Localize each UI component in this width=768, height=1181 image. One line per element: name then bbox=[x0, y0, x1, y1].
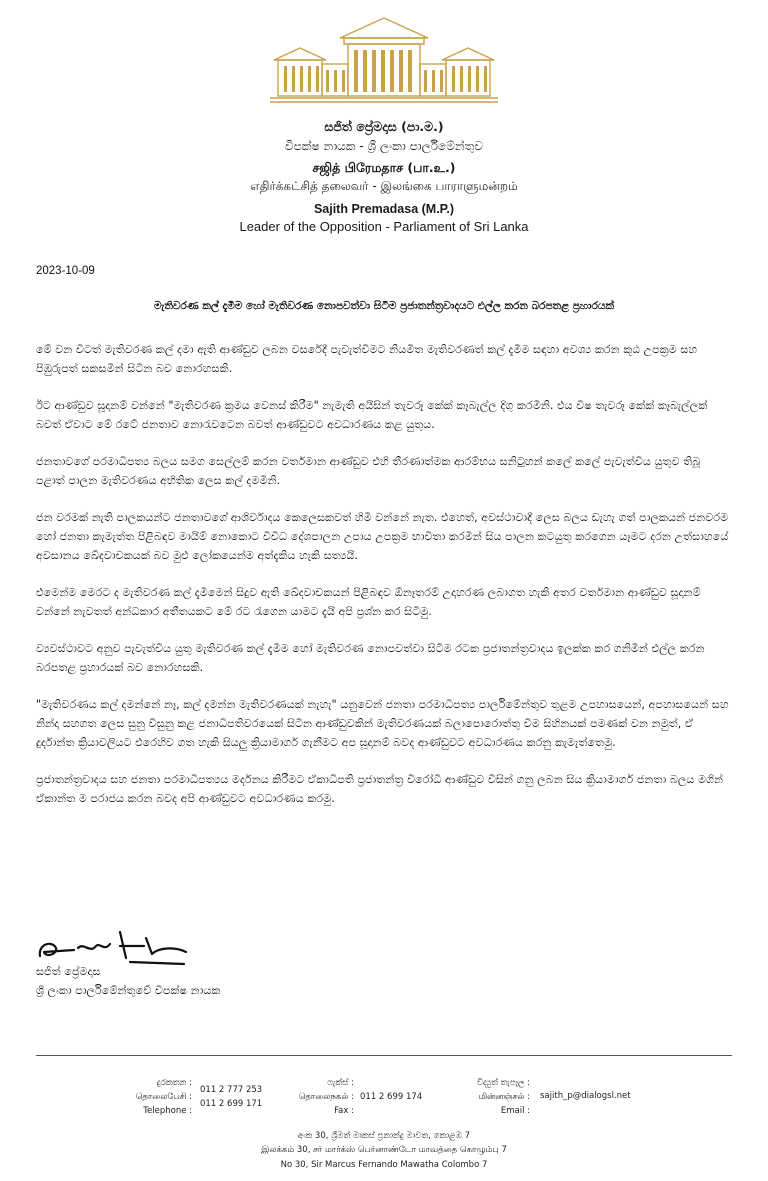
body-paragraph: ප්‍රජාතන්ත්‍රවාදය සහ ජනතා පරමාධිපත්‍යය මර්දනය කිරීමට ඒකාධිපති ප්‍රජාතන්ත්‍ර විරෝධී ආණ්ඩුව විසින් ගනු ලබන සිය ක්‍රියාමාර්ග ජනතා බලය මගින් ඒකාන්ත ම පරාජය කරන බවද අපි ආණ්ඩුවට අවධාරණය කරමු. bbox=[36, 773, 724, 805]
header-sinhala-name: සජිත් ප්‍රේමදාස (පා.ම.) bbox=[324, 119, 444, 134]
signatory-title: ශ්‍රී ලංකා පාර්ලිමේන්තුවේ විපක්ෂ නායක bbox=[36, 984, 221, 997]
parliament-building-icon bbox=[268, 14, 500, 106]
letter-date: 2023-10-09 bbox=[36, 265, 95, 277]
letter-subject: මැතිවරණ කල් දැමීම හෝ මැතිවරණ නොපවත්වා සිටීම ප්‍රජාතන්ත්‍රවාදයට එල්ල කරන බරපතළ ප්‍රහාරයක් bbox=[154, 300, 614, 312]
footer-phone-labels bbox=[100, 1076, 192, 1118]
body-paragraph: ජන වරමක් නැති පාලකයන්ට ජනතාවගේ ආශිර්වාදය කෙලෙසකවත් හිමි වන්නේ නැත. එහෙත්, අවස්ථාවාදී ලෙස බලය ඩැහැ ගත් පාලකයන් ජනවරම හෝ ජනතා කැමැත්ත පිළිබඳව මායිම් නොකොට විවිධ දේශපාලන උපාය උපක්‍රම භාවිතා කරමින් සිය පාලන කටයුතු කරගෙන යෑමට දරන උත්සාහයේ අවසානය ඛේදවාචකයක් බව මුළු ලෝකයෙන්ම අත්දැකිය හැකි සත්‍යයි. bbox=[36, 511, 729, 562]
body-paragraph: එමෙන්ම මෙරට ද මැතිවරණ කල් දැමීමෙන් සිදුව ඇති ඛේදවාචකයන් පිළිබඳව ඕනෑතරම් උදාහරණ ලබාගත හැකි අතර වර්තමාන ආණ්ඩුව සූදානම් වන්නේ නැවතත් අන්ධකාර අතීතයකට මේ රට රැගෙන යාමට දැයි අපි ප්‍රශ්න කර සිටිමු. bbox=[36, 586, 701, 618]
fax-label-en: Fax : bbox=[334, 1106, 354, 1116]
handwritten-signature bbox=[34, 928, 194, 970]
footer-fax-value bbox=[360, 1090, 422, 1104]
body-paragraph: ජනතාවගේ පරමාධිපත්‍ය බලය සමග සෙල්ලම් කරන වර්තමාන ආණ්ඩුව එහි තීරණාත්මක ආරම්භය සනිටුහන් කලේ කලේ පැවැත්විය යුතුව තිබූ පළාත් පාලන මැතිවරණය අභිතික ලෙස කල් දමමිනි. bbox=[36, 455, 701, 487]
header-english-name: Sajith Premadasa (M.P.) bbox=[313, 202, 455, 216]
body-paragraph: මේ වන විටත් මැතිවරණ කල් දමා ඇති ආණ්ඩුව ලබන වසරේදී පැවැත්වීමට නියමිත මැතිවරණත් කල් දැමීම සඳහා අවශ්‍ය කරන කූඨ උපක්‍රම සහ පිඹුරුපත් සකසමින් සිටින බව නොරහසකි. bbox=[36, 343, 698, 375]
signatory-name: සජිත් ප්‍රේමදාස bbox=[36, 965, 101, 978]
address-sinhala: අංක 30, ශ්‍රීමත් මාකස් ප්‍රනාන්දු මාවත, කොළඹ 7 bbox=[297, 1131, 471, 1141]
phone-number: 011 2 777 253 bbox=[200, 1085, 263, 1095]
fax-number: 011 2 699 174 bbox=[360, 1092, 423, 1102]
fax-label-ta: தொலைநகல் : bbox=[298, 1092, 354, 1102]
phone-label-en: Telephone : bbox=[143, 1106, 192, 1116]
header-sinhala-title: විපක්ෂ නායක - ශ්‍රී ලංකා පාර්ලිමේන්තුව bbox=[285, 139, 483, 153]
footer-divider bbox=[36, 1055, 732, 1056]
header-tamil-title: எதிர்க்கட்சித் தலைவர் - இலங்கை பாராளுமன்றம் bbox=[250, 179, 518, 193]
fax-label-si: ෆැක්ස් : bbox=[327, 1078, 354, 1088]
footer-phone-values bbox=[200, 1083, 262, 1111]
footer-fax-labels bbox=[290, 1076, 354, 1118]
address-english: No 30, Sir Marcus Fernando Mawatha Colombo 7 bbox=[280, 1160, 488, 1170]
phone-number: 011 2 699 171 bbox=[200, 1099, 263, 1109]
email-address[interactable]: sajith_p@dialogsl.net bbox=[540, 1091, 631, 1101]
header-english-title: Leader of the Opposition - Parliament of Sri Lanka bbox=[239, 219, 529, 234]
body-paragraph: "මැතිවරණය කල් දමන්නේ නෑ, කල් දමන්න මැතිවරණයක් නැහැ" යනුවෙන් ජනතා පරමාධිපත්‍ය පාර්ලිමේන්තුව තුළම උපහාසයෙන්, අපහාසයෙන් සහ නින්දා සහගත ලෙස සුනු විසුනු කළ ජනාධිපතිවරයෙක් සිටින ආණ්ඩුවකින් මැතිවරණයක් බලාපොරොත්තු වීම සිහිනයක් පමණක් වන නමුත්, ඒ දුර්දාන්ත ක්‍රියාවලියට එරෙහිව ගත හැකි සියලු ක්‍රියාමාර්ග ගැනීමට අප සූදානම් බවද ආණ්ඩුවට අවධාරණය කරනු කැමැත්තෙමු. bbox=[36, 698, 729, 749]
footer-email-value bbox=[540, 1089, 631, 1103]
email-label-en: Email : bbox=[500, 1106, 530, 1116]
address-tamil: இலக்கம் 30, சர் மார்க்ஸ் பெர்னாண்டோ மாவத்தை கொழும்பு 7 bbox=[261, 1145, 507, 1155]
letter-body bbox=[36, 340, 732, 826]
body-paragraph: ව්‍යවස්ථාවට අනුව පැවැත්විය යුතු මැතිවරණ කල් දැමීම හෝ මැතිවරණ නොපවත්වා සිටීම රටක ප්‍රජාතන්ත්‍රවාදය ඉලක්ක කර ගනිමින් එල්ල කරන බරපතළ ප්‍රහාරයක් බව නොරහසකි. bbox=[36, 642, 705, 674]
email-label-ta: மின்னஞ்சல் : bbox=[478, 1092, 530, 1102]
body-paragraph: ඊට ආණ්ඩුව සූදානම් වන්නේ "මැතිවරණ ක්‍රමය වෙනස් කිරීම" නැමැති අයිසින් තැවරූ කේක් කෑබැල්ල දිගු කරමිනි. එය විෂ තැවරූ කේක් කෑබැල්ලක් බවත් ඒවාට මේ රටේ ජනතාව නොරැවටෙන බවත් ආණ්ඩුවට අවධාරණය කළ යුතුය. bbox=[36, 399, 708, 431]
email-label-si: විද්‍යුත් තැපෑල : bbox=[476, 1078, 530, 1088]
phone-label-si: දුරකතන : bbox=[156, 1078, 192, 1088]
footer-email-labels bbox=[460, 1076, 530, 1118]
phone-label-ta: தொலைபேசி : bbox=[135, 1092, 192, 1102]
header-tamil-name: சஜித் பிரேமதாச (பா.உ.) bbox=[312, 160, 456, 175]
